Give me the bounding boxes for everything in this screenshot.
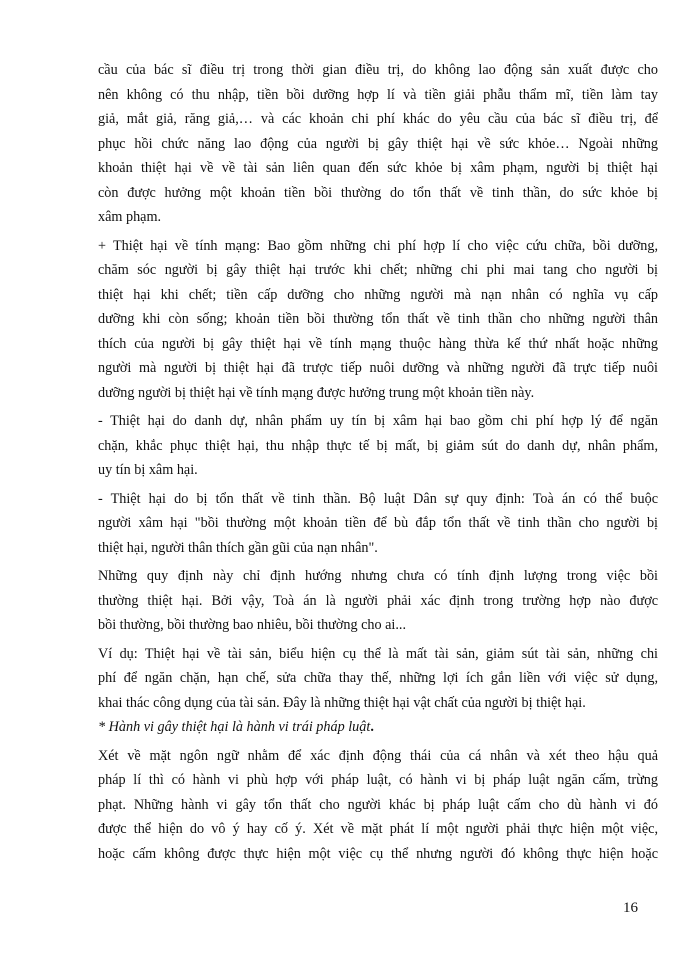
- text-line: chăm sóc người bị gây thiệt hại trước khi chết; những chi phi mai tang cho người bị: [98, 262, 658, 278]
- text-line: bồi thường, bồi thường bao nhiêu, bồi thường cho ai...: [98, 617, 407, 633]
- text-line: thường thiệt hại. Bởi vậy, Toà án là người phải xác định trong trường hợp nào được: [98, 592, 658, 609]
- text-line: thích của người bị gây thiệt hại về tính mạng thuộc hàng thừa kế thứ nhất hoặc những: [98, 335, 658, 352]
- text-line: xâm phạm.: [98, 209, 162, 225]
- text-line: phục hồi chức năng lao động của người bị gây thiệt hại về sức khỏe… Ngoài những: [98, 135, 658, 152]
- text-line: Ví dụ: Thiệt hại về tài sản, biểu hiện cụ thể là mất tài sản, giảm sút tài sản, những chi: [98, 645, 658, 662]
- text-line: pháp lí thì có hành vi phù hợp với pháp luật, có hành vi bị pháp luật ngăn cấm, trừng: [98, 772, 658, 788]
- text-line: + Thiệt hại về tính mạng: Bao gồm những chi phí hợp lí cho việc cứu chữa, bồi dưỡng,: [98, 237, 658, 254]
- text-line: chặn, khắc phục thiệt hại, thu nhập thực tế bị mất, bị giảm sút do danh dự, nhân phẩm,: [98, 437, 658, 454]
- text-line: phí để ngăn chặn, hạn chế, sửa chữa thay thế, những lợi ích gắn liền với việc sử dụng,: [98, 670, 658, 686]
- text-line: dưỡng người bị thiệt hại về tính mạng được hưởng trung một khoản tiền này.: [98, 384, 535, 401]
- text-line: được thể hiện do vô ý hay cố ý. Xét về mặt phát lí một người phải thực hiện một việc,: [98, 821, 658, 837]
- paragraph-example: [98, 642, 658, 716]
- paragraph-unlawful-act: [98, 744, 658, 867]
- section-heading: [98, 715, 658, 740]
- text-line: hoặc cấm không được thực hiện một việc cụ thể nhưng người đó không thực hiện hoặc: [98, 845, 658, 862]
- text-line: người xâm hại "bồi thường một khoản tiền để bù đắp tổn thất về tinh thần cho người bị: [98, 515, 658, 531]
- text-line: khoản thiệt hại về về tài sản liên quan đến sức khỏe bị xâm phạm, người bị thiệt hại: [98, 160, 658, 176]
- document-page: [98, 58, 658, 866]
- text-line: nên không có thu nhập, tiền bồi dưỡng hợp lí và tiền giải phẫu thẩm mĩ, tiền làm tay: [98, 86, 658, 103]
- paragraph-life-damage: [98, 234, 658, 406]
- text-line: thiệt hại, người thân thích gần gũi của nạn nhân".: [98, 539, 378, 556]
- text-line: - Thiệt hại do bị tổn thất về tinh thần. Bộ luật Dân sự quy định: Toà án có thể buộc: [98, 490, 658, 507]
- paragraph-mental-damage: [98, 487, 658, 561]
- paragraph-health-damage: [98, 58, 658, 230]
- paragraph-regulation-note: [98, 564, 658, 638]
- text-line: dưỡng khi còn sống; khoản tiền bồi thường tổn thất về tinh thần cho những người thân: [98, 311, 658, 327]
- text-line: cầu của bác sĩ điều trị trong thời gian điều trị, do không lao động sản xuất được cho: [98, 62, 658, 78]
- text-line: Xét về mặt ngôn ngữ nhằm để xác định động thái của cá nhân và xét theo hậu quả: [98, 747, 658, 764]
- text-line: người mà người bị thiệt hại đã trược tiếp nuôi dưỡng và những người đã trực tiếp nuôi: [98, 360, 658, 376]
- section-heading-text: * Hành vi gây thiệt hại là hành vi trái pháp luật: [98, 719, 371, 735]
- text-line: thiệt hại khi chết; tiền cấp dưỡng cho những người mà nạn nhân có nghĩa vụ cấp: [98, 286, 658, 303]
- text-line: khai thác công dụng của tài sản. Đây là những thiệt hại vật chất của người bị thiệt hại.: [98, 694, 586, 711]
- text-line: phạt. Những hành vi gây tổn thất cho người khác bị pháp luật cấm cho dù hành vi đó: [98, 796, 658, 813]
- paragraph-honor-damage: [98, 409, 658, 483]
- text-line: giả, mắt giả, răng giả,… và các khoản chi phí khác do yêu cầu của bác sĩ điều trị, để: [98, 111, 658, 127]
- text-line: - Thiệt hại do danh dự, nhân phẩm uy tín bị xâm hại bao gồm chi phí hợp lý để ngăn: [98, 413, 658, 429]
- section-heading-period: .: [370, 719, 374, 735]
- text-line: uy tín bị xâm hại.: [98, 462, 198, 478]
- text-line: còn được hưởng một khoản tiền bồi thường do tổn thất về tinh thần, do sức khỏe bị: [98, 184, 658, 201]
- text-line: Những quy định này chỉ định hướng nhưng chưa có tính định lượng trong việc bồi: [98, 568, 658, 584]
- page-number: 16: [623, 900, 638, 916]
